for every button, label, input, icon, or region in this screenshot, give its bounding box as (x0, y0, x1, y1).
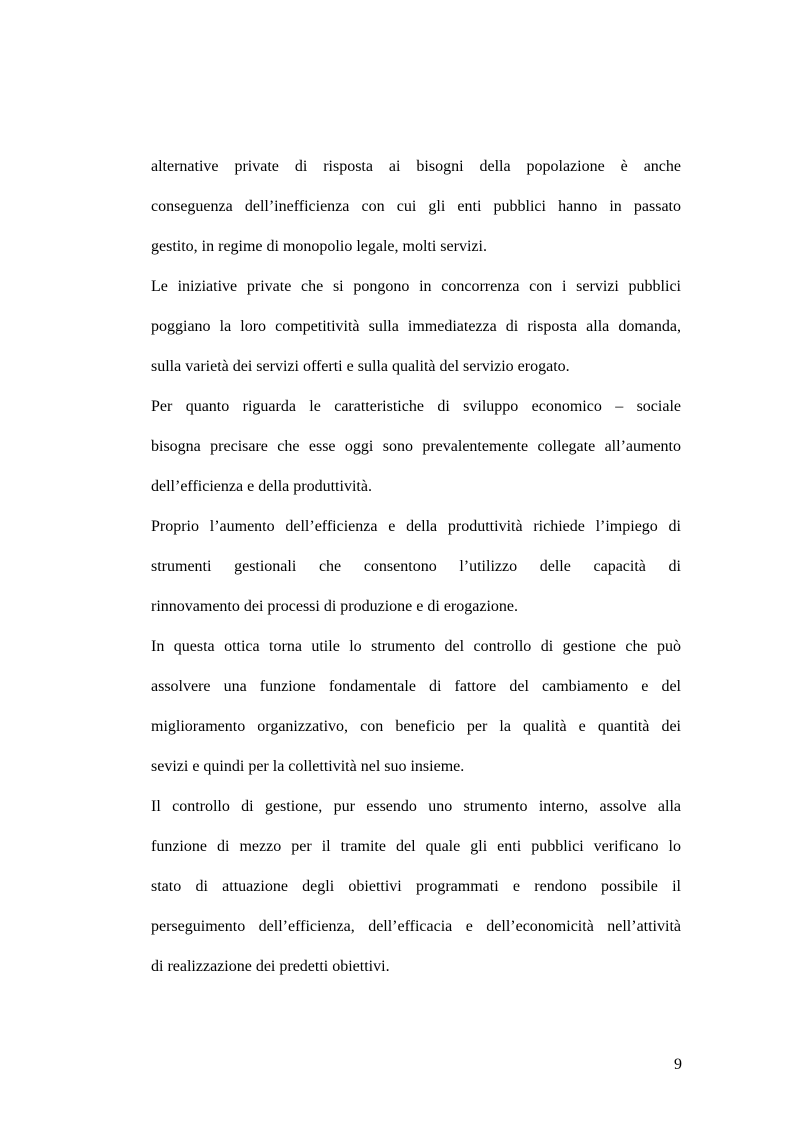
text-line: In questa ottica torna utile lo strumento del controllo di gestione che può (151, 638, 681, 655)
paragraph (151, 267, 681, 387)
paragraph (151, 147, 681, 267)
text-line: dell’efficienza e della produttività. (151, 478, 372, 495)
text-line: Le iniziative private che si pongono in concorrenza con i servizi pubblici (151, 278, 681, 295)
paragraph (151, 387, 681, 507)
paragraph (151, 787, 681, 987)
text-line: miglioramento organizzativo, con beneficio per la qualità e quantità dei (151, 718, 681, 735)
text-line: Per quanto riguarda le caratteristiche di sviluppo economico – sociale (151, 398, 681, 415)
text-line: sulla varietà dei servizi offerti e sulla qualità del servizio erogato. (151, 358, 570, 375)
text-line: poggiano la loro competitività sulla immediatezza di risposta alla domanda, (151, 318, 681, 335)
text-line: rinnovamento dei processi di produzione e di erogazione. (151, 598, 518, 615)
text-line: perseguimento dell’efficienza, dell’efficacia e dell’economicità nell’attività (151, 918, 681, 935)
text-line: di realizzazione dei predetti obiettivi. (151, 958, 390, 975)
body-text (151, 147, 681, 987)
paragraph (151, 507, 681, 627)
text-line: bisogna precisare che esse oggi sono prevalentemente collegate all’aumento (151, 438, 681, 455)
text-line: Il controllo di gestione, pur essendo uno strumento interno, assolve alla (151, 798, 681, 815)
text-line: assolvere una funzione fondamentale di fattore del cambiamento e del (151, 678, 681, 695)
text-line: funzione di mezzo per il tramite del quale gli enti pubblici verificano lo (151, 838, 681, 855)
text-line: gestito, in regime di monopolio legale, molti servizi. (151, 238, 487, 255)
text-line: Proprio l’aumento dell’efficienza e della produttività richiede l’impiego di (151, 518, 681, 535)
paragraph (151, 627, 681, 787)
text-line: conseguenza dell’inefficienza con cui gli enti pubblici hanno in passato (151, 198, 681, 215)
page-number: 9 (674, 1056, 682, 1073)
text-line: stato di attuazione degli obiettivi programmati e rendono possibile il (151, 878, 681, 895)
text-line: alternative private di risposta ai bisogni della popolazione è anche (151, 158, 681, 175)
text-line: strumenti gestionali che consentono l’utilizzo delle capacità di (151, 558, 681, 575)
text-line: sevizi e quindi per la collettività nel suo insieme. (151, 758, 465, 775)
